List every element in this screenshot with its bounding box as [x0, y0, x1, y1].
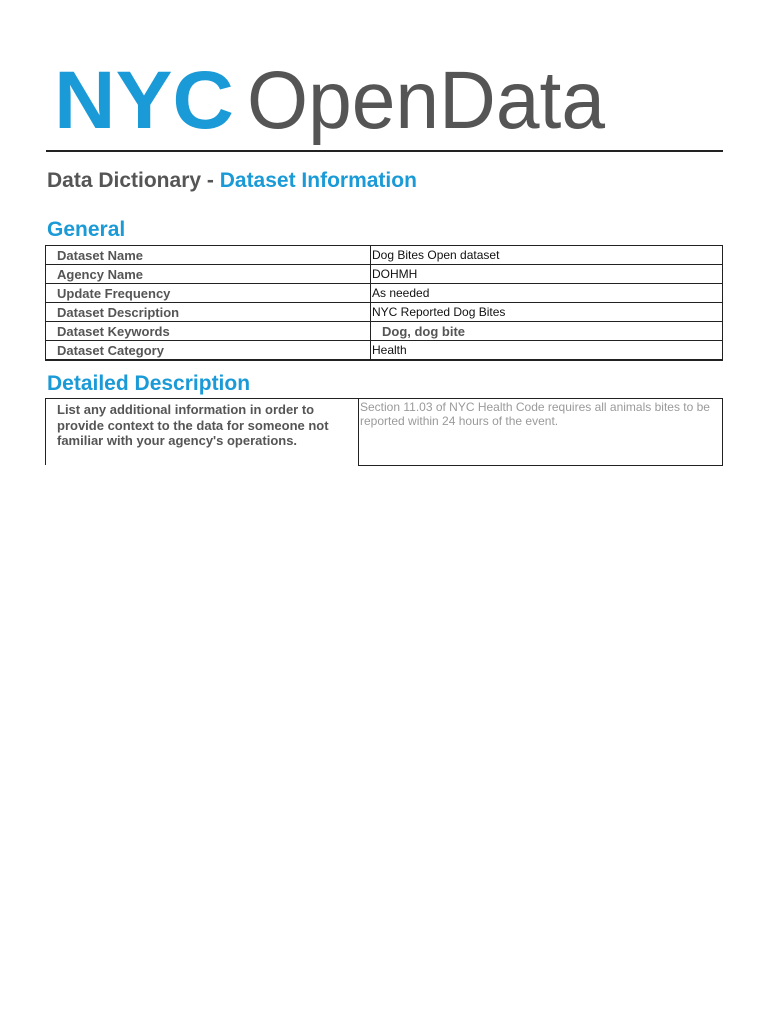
- header-rule: [46, 150, 723, 152]
- table-row: [46, 265, 723, 284]
- general-table: [45, 245, 723, 361]
- detailed-description-prompt: List any additional information in order to provide context to the data for someone not familiar with your agency's operations.: [45, 398, 358, 465]
- general-heading: General: [47, 218, 126, 241]
- detailed-description-heading: Detailed Description: [47, 372, 251, 395]
- dataset-name-label: Dataset Name: [46, 246, 371, 265]
- dataset-name-value[interactable]: Dog Bites Open dataset: [371, 246, 723, 265]
- table-row: [46, 322, 723, 341]
- page-title: [47, 169, 417, 193]
- table-row: [46, 303, 723, 322]
- dataset-category-value[interactable]: Health: [371, 341, 723, 361]
- logo-opendata-text: OpenData: [247, 62, 606, 146]
- table-row: [46, 246, 723, 265]
- page-title-accent: Dataset Information: [219, 169, 417, 192]
- update-frequency-value[interactable]: As needed: [371, 284, 723, 303]
- table-row: [46, 284, 723, 303]
- agency-name-label: Agency Name: [46, 265, 371, 284]
- dataset-keywords-label: Dataset Keywords: [46, 322, 371, 341]
- nyc-opendata-logo: [54, 62, 614, 146]
- dataset-keywords-value[interactable]: Dog, dog bite: [371, 322, 723, 341]
- agency-name-value[interactable]: DOHMH: [371, 265, 723, 284]
- update-frequency-label: Update Frequency: [46, 284, 371, 303]
- detailed-description-value[interactable]: Section 11.03 of NYC Health Code requires all animals bites to be reported within 24 hours of the event.: [358, 398, 723, 466]
- logo-nyc-text: NYC: [54, 62, 235, 146]
- dataset-description-label: Dataset Description: [46, 303, 371, 322]
- dataset-description-value[interactable]: NYC Reported Dog Bites: [371, 303, 723, 322]
- table-row: [46, 341, 723, 361]
- dataset-category-label: Dataset Category: [46, 341, 371, 361]
- page-title-prefix: Data Dictionary -: [47, 169, 220, 192]
